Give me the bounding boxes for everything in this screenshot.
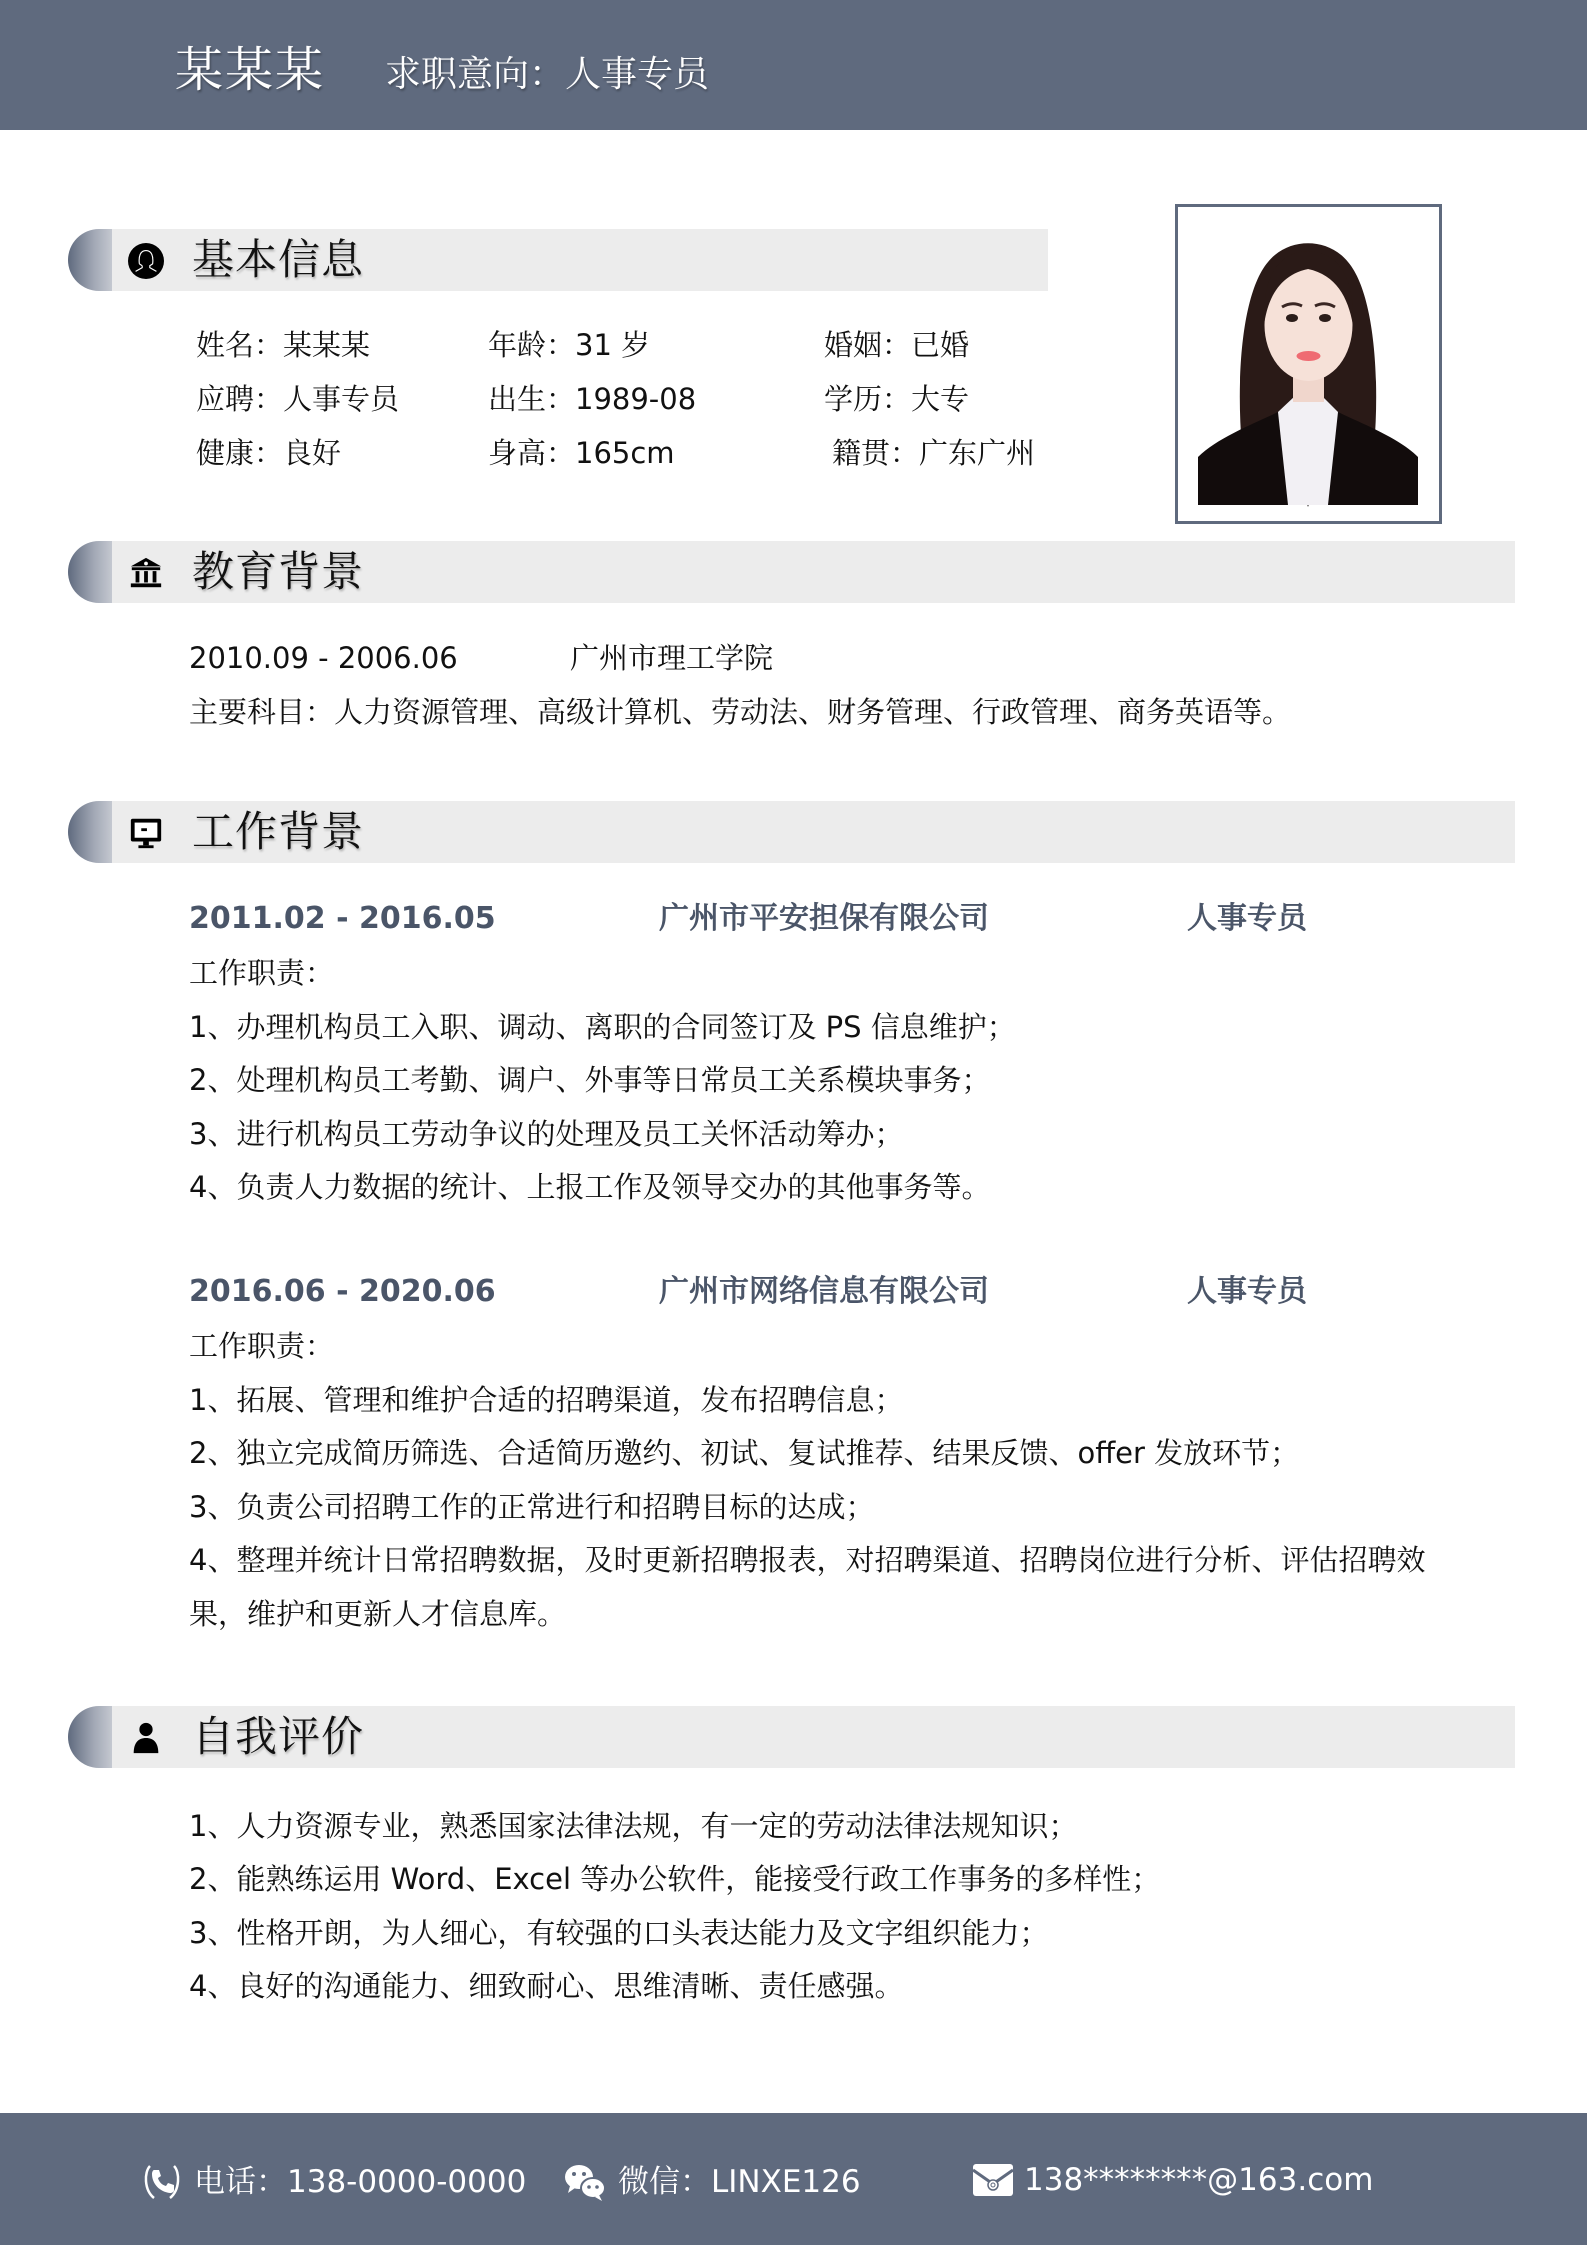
education-school: 广州市理工学院 (570, 641, 774, 675)
duty-item-continued: 果，维护和更新人才信息库。 (189, 1597, 567, 1631)
education-subjects: 主要科目：人力资源管理、高级计算机、劳动法、财务管理、行政管理、商务英语等。 (189, 695, 1292, 729)
info-age: 年龄：31 岁 (488, 328, 651, 362)
job-period: 2011.02 - 2016.05 (189, 901, 496, 936)
header-bar (0, 0, 1587, 130)
info-hometown: 籍贯：广东广州 (832, 436, 1036, 470)
section-title: 基本信息 (192, 235, 365, 284)
self-eval-item: 1、人力资源专业，熟悉国家法律法规，有一定的劳动法律法规知识； (189, 1809, 1078, 1843)
job-company: 广州市网络信息有限公司 (659, 1274, 989, 1309)
mail-icon (972, 2162, 1014, 2198)
bank-building-icon (128, 555, 164, 591)
phone-icon (140, 2160, 184, 2204)
self-eval-item: 2、能熟练运用 Word、Excel 等办公软件，能接受行政工作事务的多样性； (189, 1862, 1161, 1896)
duty-item: 2、处理机构员工考勤、调户、外事等日常员工关系模块事务； (189, 1063, 991, 1097)
job-company: 广州市平安担保有限公司 (659, 901, 989, 936)
info-education: 学历：大专 (824, 382, 970, 416)
wechat-text: 微信：LINXE126 (618, 2164, 861, 2200)
monitor-icon (128, 815, 164, 851)
duty-item: 3、进行机构员工劳动争议的处理及员工关怀活动筹办； (189, 1117, 904, 1151)
section-header-basic (68, 229, 1048, 291)
duty-item: 2、独立完成简历筛选、合适简历邀约、初试、复试推荐、结果反馈、offer 发放环节； (189, 1436, 1300, 1470)
person-icon (128, 1720, 164, 1756)
portrait-image (1178, 207, 1439, 521)
info-marital: 婚姻：已婚 (824, 328, 970, 362)
duty-item: 4、负责人力数据的统计、上报工作及领导交办的其他事务等。 (189, 1170, 991, 1204)
duty-label: 工作职责： (189, 956, 335, 990)
section-tab-decoration (68, 541, 112, 603)
section-title: 教育背景 (192, 547, 365, 596)
info-name: 姓名：某某某 (196, 328, 371, 362)
candidate-name: 某某某 (175, 42, 326, 98)
job-position: 人事专员 (1187, 901, 1307, 936)
duty-label: 工作职责： (189, 1329, 335, 1363)
section-header-work (68, 801, 1515, 863)
section-tab-decoration (68, 801, 112, 863)
self-eval-item: 4、良好的沟通能力、细致耐心、思维清晰、责任感强。 (189, 1969, 904, 2003)
section-title: 自我评价 (192, 1712, 365, 1761)
duty-item: 1、办理机构员工入职、调动、离职的合同签订及 PS 信息维护； (189, 1010, 1016, 1044)
education-period: 2010.09 - 2006.06 (189, 641, 458, 675)
email-text: 138********@163.com (1024, 2162, 1374, 2198)
job-period: 2016.06 - 2020.06 (189, 1274, 496, 1309)
section-tab-decoration (68, 229, 112, 291)
section-tab-decoration (68, 1706, 112, 1768)
female-avatar-icon (128, 243, 164, 279)
duty-item: 3、负责公司招聘工作的正常进行和招聘目标的达成； (189, 1490, 875, 1524)
info-height: 身高：165cm (488, 436, 675, 470)
section-title: 工作背景 (192, 807, 365, 856)
duty-item: 4、整理并统计日常招聘数据，及时更新招聘报表，对招聘渠道、招聘岗位进行分析、评估招聘效 (189, 1543, 1426, 1577)
wechat-icon (562, 2160, 608, 2204)
profile-photo (1175, 204, 1442, 524)
contact-email (972, 2160, 1373, 2200)
contact-wechat (562, 2160, 861, 2204)
job-intent: 求职意向：人事专员 (385, 54, 710, 95)
section-header-education (68, 541, 1515, 603)
section-header-self-evaluation (68, 1706, 1515, 1768)
phone-text: 电话：138-0000-0000 (194, 2164, 527, 2200)
job-position: 人事专员 (1187, 1274, 1307, 1309)
info-health: 健康：良好 (196, 436, 342, 470)
duty-item: 1、拓展、管理和维护合适的招聘渠道，发布招聘信息； (189, 1383, 904, 1417)
info-applied: 应聘：人事专员 (196, 382, 400, 416)
contact-phone (140, 2160, 526, 2204)
self-eval-item: 3、性格开朗，为人细心，有较强的口头表达能力及文字组织能力； (189, 1916, 1049, 1950)
info-birth: 出生：1989-08 (488, 382, 697, 416)
